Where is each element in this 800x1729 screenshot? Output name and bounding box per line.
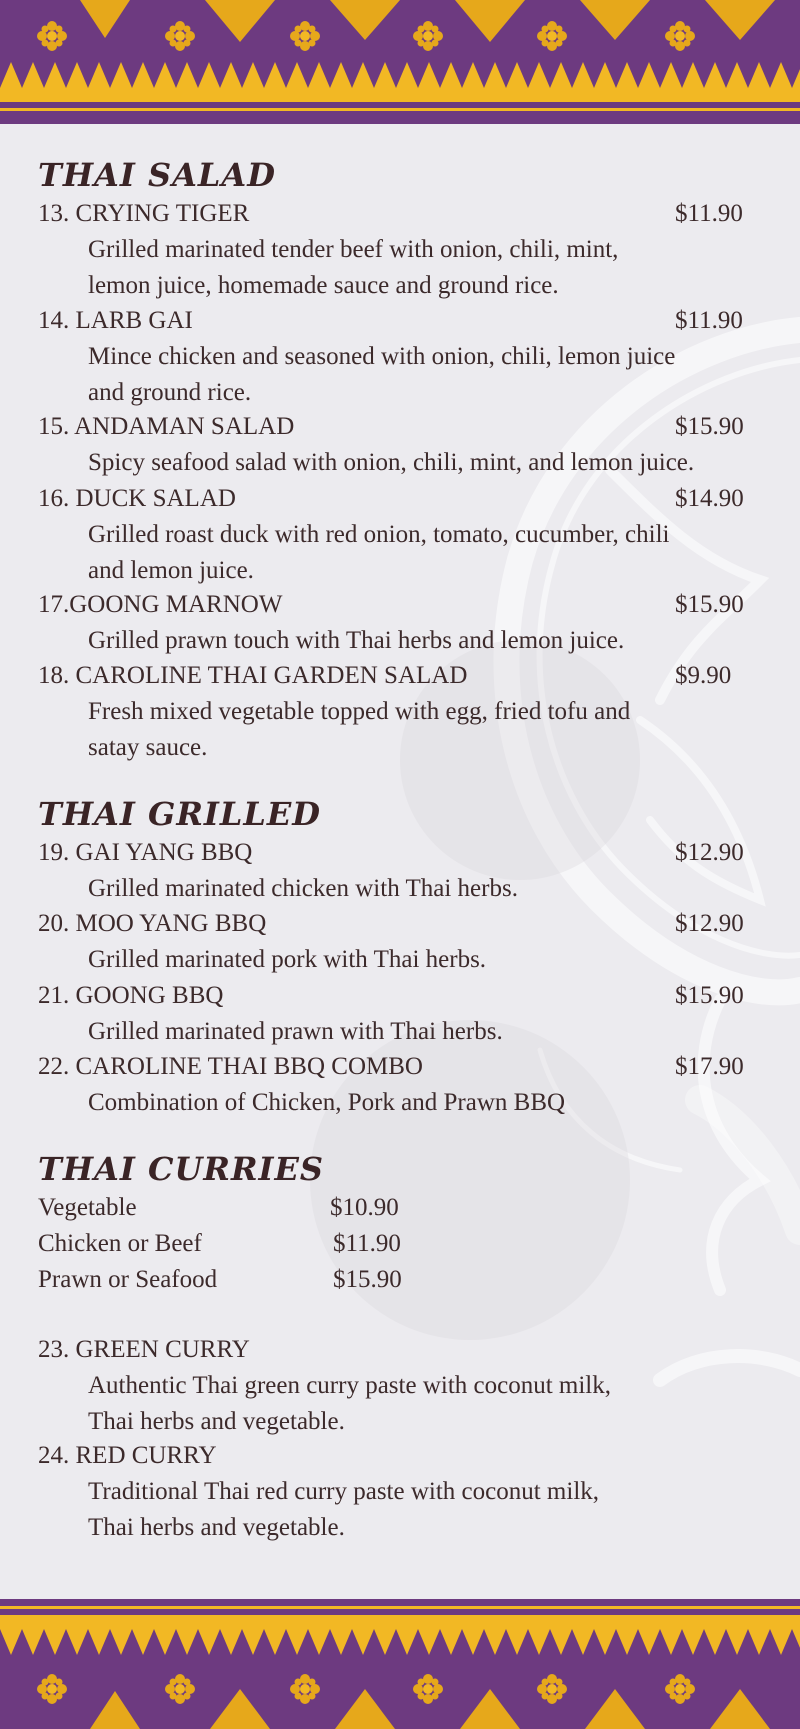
item-name: 15. ANDAMAN SALAD (38, 413, 295, 440)
item-name: 23. GREEN CURRY (38, 1336, 250, 1363)
item-price: $11.90 (675, 200, 743, 227)
section-title-thai-salad: THAI SALAD (38, 156, 276, 194)
menu-item (38, 196, 758, 304)
item-description: Grilled roast duck with red onion, tomato, cucumber, chili (88, 521, 670, 548)
item-price: $15.90 (675, 982, 744, 1009)
item-name: 16. DUCK SALAD (38, 485, 236, 512)
curry-option-label: Vegetable (38, 1194, 137, 1221)
item-description: Thai herbs and vegetable. (88, 1408, 345, 1435)
item-price: $9.90 (675, 662, 732, 689)
item-name: 13. CRYING TIGER (38, 200, 250, 227)
item-description: Fresh mixed vegetable topped with egg, fried tofu and (88, 698, 631, 725)
item-description: Authentic Thai green curry paste with coconut milk, (88, 1372, 611, 1399)
item-price: $15.90 (675, 591, 744, 618)
item-name: 19. GAI YANG BBQ (38, 839, 253, 866)
curry-price-row (38, 1262, 438, 1298)
item-price: $11.90 (675, 307, 743, 334)
item-name: 24. RED CURRY (38, 1442, 217, 1469)
item-description: and ground rice. (88, 379, 252, 406)
curry-option-label: Prawn or Seafood (38, 1266, 218, 1293)
menu-item (38, 1438, 758, 1546)
item-description: and lemon juice. (88, 557, 254, 584)
item-description: satay sauce. (88, 734, 208, 761)
section-title-thai-grilled: THAI GRILLED (38, 795, 322, 833)
item-price: $14.90 (675, 485, 744, 512)
menu-item (38, 409, 758, 481)
menu-item (38, 587, 758, 659)
curry-option-price: $11.90 (333, 1230, 401, 1257)
item-price: $15.90 (675, 413, 744, 440)
item-price: $17.90 (675, 1053, 744, 1080)
item-description: Grilled prawn touch with Thai herbs and lemon juice. (88, 627, 625, 654)
item-description: Mince chicken and seasoned with onion, chili, lemon juice (88, 343, 676, 370)
item-name: 22. CAROLINE THAI BBQ COMBO (38, 1053, 423, 1080)
item-description: Traditional Thai red curry paste with coconut milk, (88, 1478, 600, 1505)
menu-item (38, 906, 758, 978)
item-description: Grilled marinated chicken with Thai herbs. (88, 875, 518, 902)
item-name: 14. LARB GAI (38, 307, 193, 334)
menu-item (38, 1332, 758, 1440)
item-description: Grilled marinated prawn with Thai herbs. (88, 1018, 503, 1045)
menu-item (38, 1049, 758, 1121)
curry-option-label: Chicken or Beef (38, 1230, 202, 1257)
item-description: Grilled marinated pork with Thai herbs. (88, 946, 487, 973)
item-description: Grilled marinated tender beef with onion, chili, mint, (88, 236, 619, 263)
menu-item (38, 303, 758, 411)
menu-item (38, 835, 758, 907)
menu-item (38, 481, 758, 589)
curry-price-row (38, 1226, 438, 1262)
section-title-thai-curries: THAI CURRIES (38, 1150, 325, 1188)
curry-option-price: $10.90 (330, 1194, 399, 1221)
item-description: Spicy seafood salad with onion, chili, mint, and lemon juice. (88, 449, 695, 476)
curry-option-price: $15.90 (333, 1266, 402, 1293)
item-description: Thai herbs and vegetable. (88, 1514, 345, 1541)
item-price: $12.90 (675, 910, 744, 937)
item-name: 21. GOONG BBQ (38, 982, 224, 1009)
menu-item (38, 978, 758, 1050)
item-name: 17.GOONG MARNOW (38, 591, 283, 618)
item-price: $12.90 (675, 839, 744, 866)
item-name: 20. MOO YANG BBQ (38, 910, 267, 937)
menu-item (38, 658, 758, 766)
curry-price-row (38, 1190, 438, 1226)
item-description: lemon juice, homemade sauce and ground rice. (88, 272, 559, 299)
item-name: 18. CAROLINE THAI GARDEN SALAD (38, 662, 468, 689)
item-description: Combination of Chicken, Pork and Prawn BBQ (88, 1089, 566, 1116)
